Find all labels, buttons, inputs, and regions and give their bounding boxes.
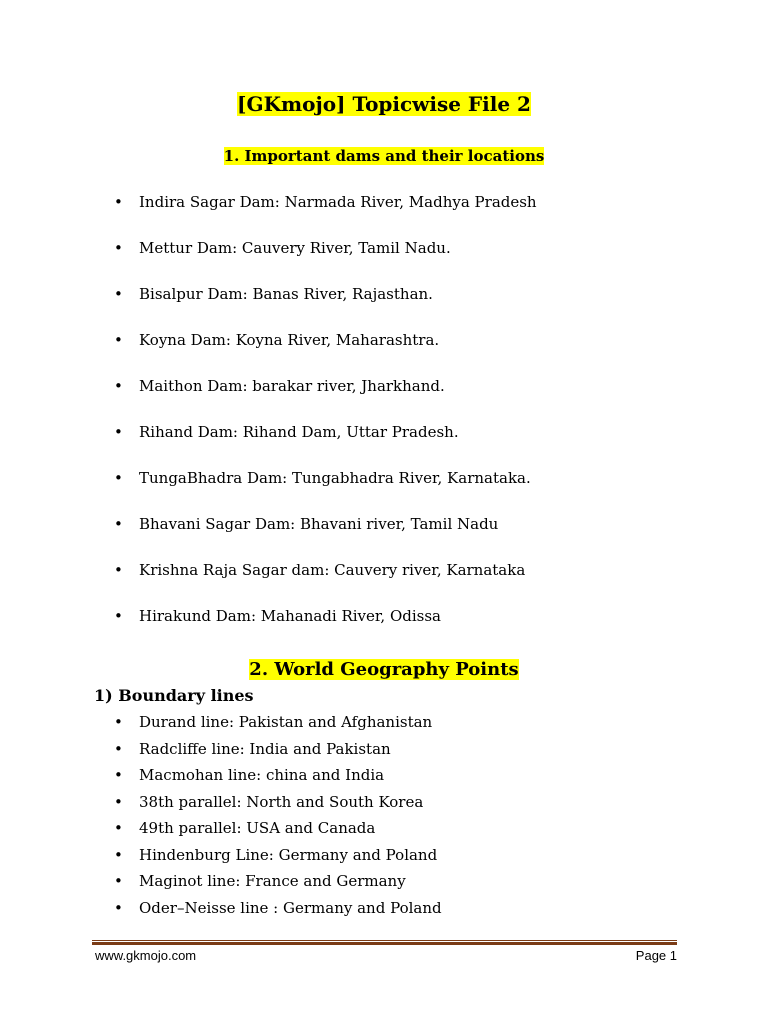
section-heading-dams-text: 1. Important dams and their locations [223, 147, 545, 165]
footer-page-number: Page 1 [635, 948, 677, 963]
list-item: • 49th parallel: USA and Canada [0, 817, 442, 844]
document-title-text: [GKmojo] Topicwise File 2 [237, 92, 531, 116]
section-heading-dams [0, 145, 768, 167]
list-item: • Krishna Raja Sagar dam: Cauvery river, Karnataka [0, 559, 537, 605]
list-item: • Koyna Dam: Koyna River, Maharashtra. [0, 329, 537, 375]
list-item: • TungaBhadra Dam: Tungabhadra River, Karnataka. [0, 467, 537, 513]
list-item: • Radcliffe line: India and Pakistan [0, 738, 442, 765]
subheading-boundary-lines: 1) Boundary lines [94, 686, 254, 705]
list-item: • Mettur Dam: Cauvery River, Tamil Nadu. [0, 237, 537, 283]
boundary-list [0, 711, 442, 923]
document-title [0, 88, 768, 120]
list-item: • Rihand Dam: Rihand Dam, Uttar Pradesh. [0, 421, 537, 467]
footer-divider [92, 940, 677, 945]
list-item: • Bhavani Sagar Dam: Bhavani river, Tamil Nadu [0, 513, 537, 559]
list-item: • Maithon Dam: barakar river, Jharkhand. [0, 375, 537, 421]
list-item: • Oder–Neisse line : Germany and Poland [0, 897, 442, 924]
list-item: • 38th parallel: North and South Korea [0, 791, 442, 818]
section-heading-world-geography-text: 2. World Geography Points [249, 659, 519, 680]
list-item: • Hindenburg Line: Germany and Poland [0, 844, 442, 871]
list-item: • Macmohan line: china and India [0, 764, 442, 791]
list-item: • Bisalpur Dam: Banas River, Rajasthan. [0, 283, 537, 329]
list-item: • Durand line: Pakistan and Afghanistan [0, 711, 442, 738]
footer-website: www.gkmojo.com [95, 948, 197, 963]
section-heading-world-geography [0, 656, 768, 684]
dam-list [0, 191, 537, 651]
list-item: • Hirakund Dam: Mahanadi River, Odissa [0, 605, 537, 651]
list-item: • Indira Sagar Dam: Narmada River, Madhya Pradesh [0, 191, 537, 237]
list-item: • Maginot line: France and Germany [0, 870, 442, 897]
